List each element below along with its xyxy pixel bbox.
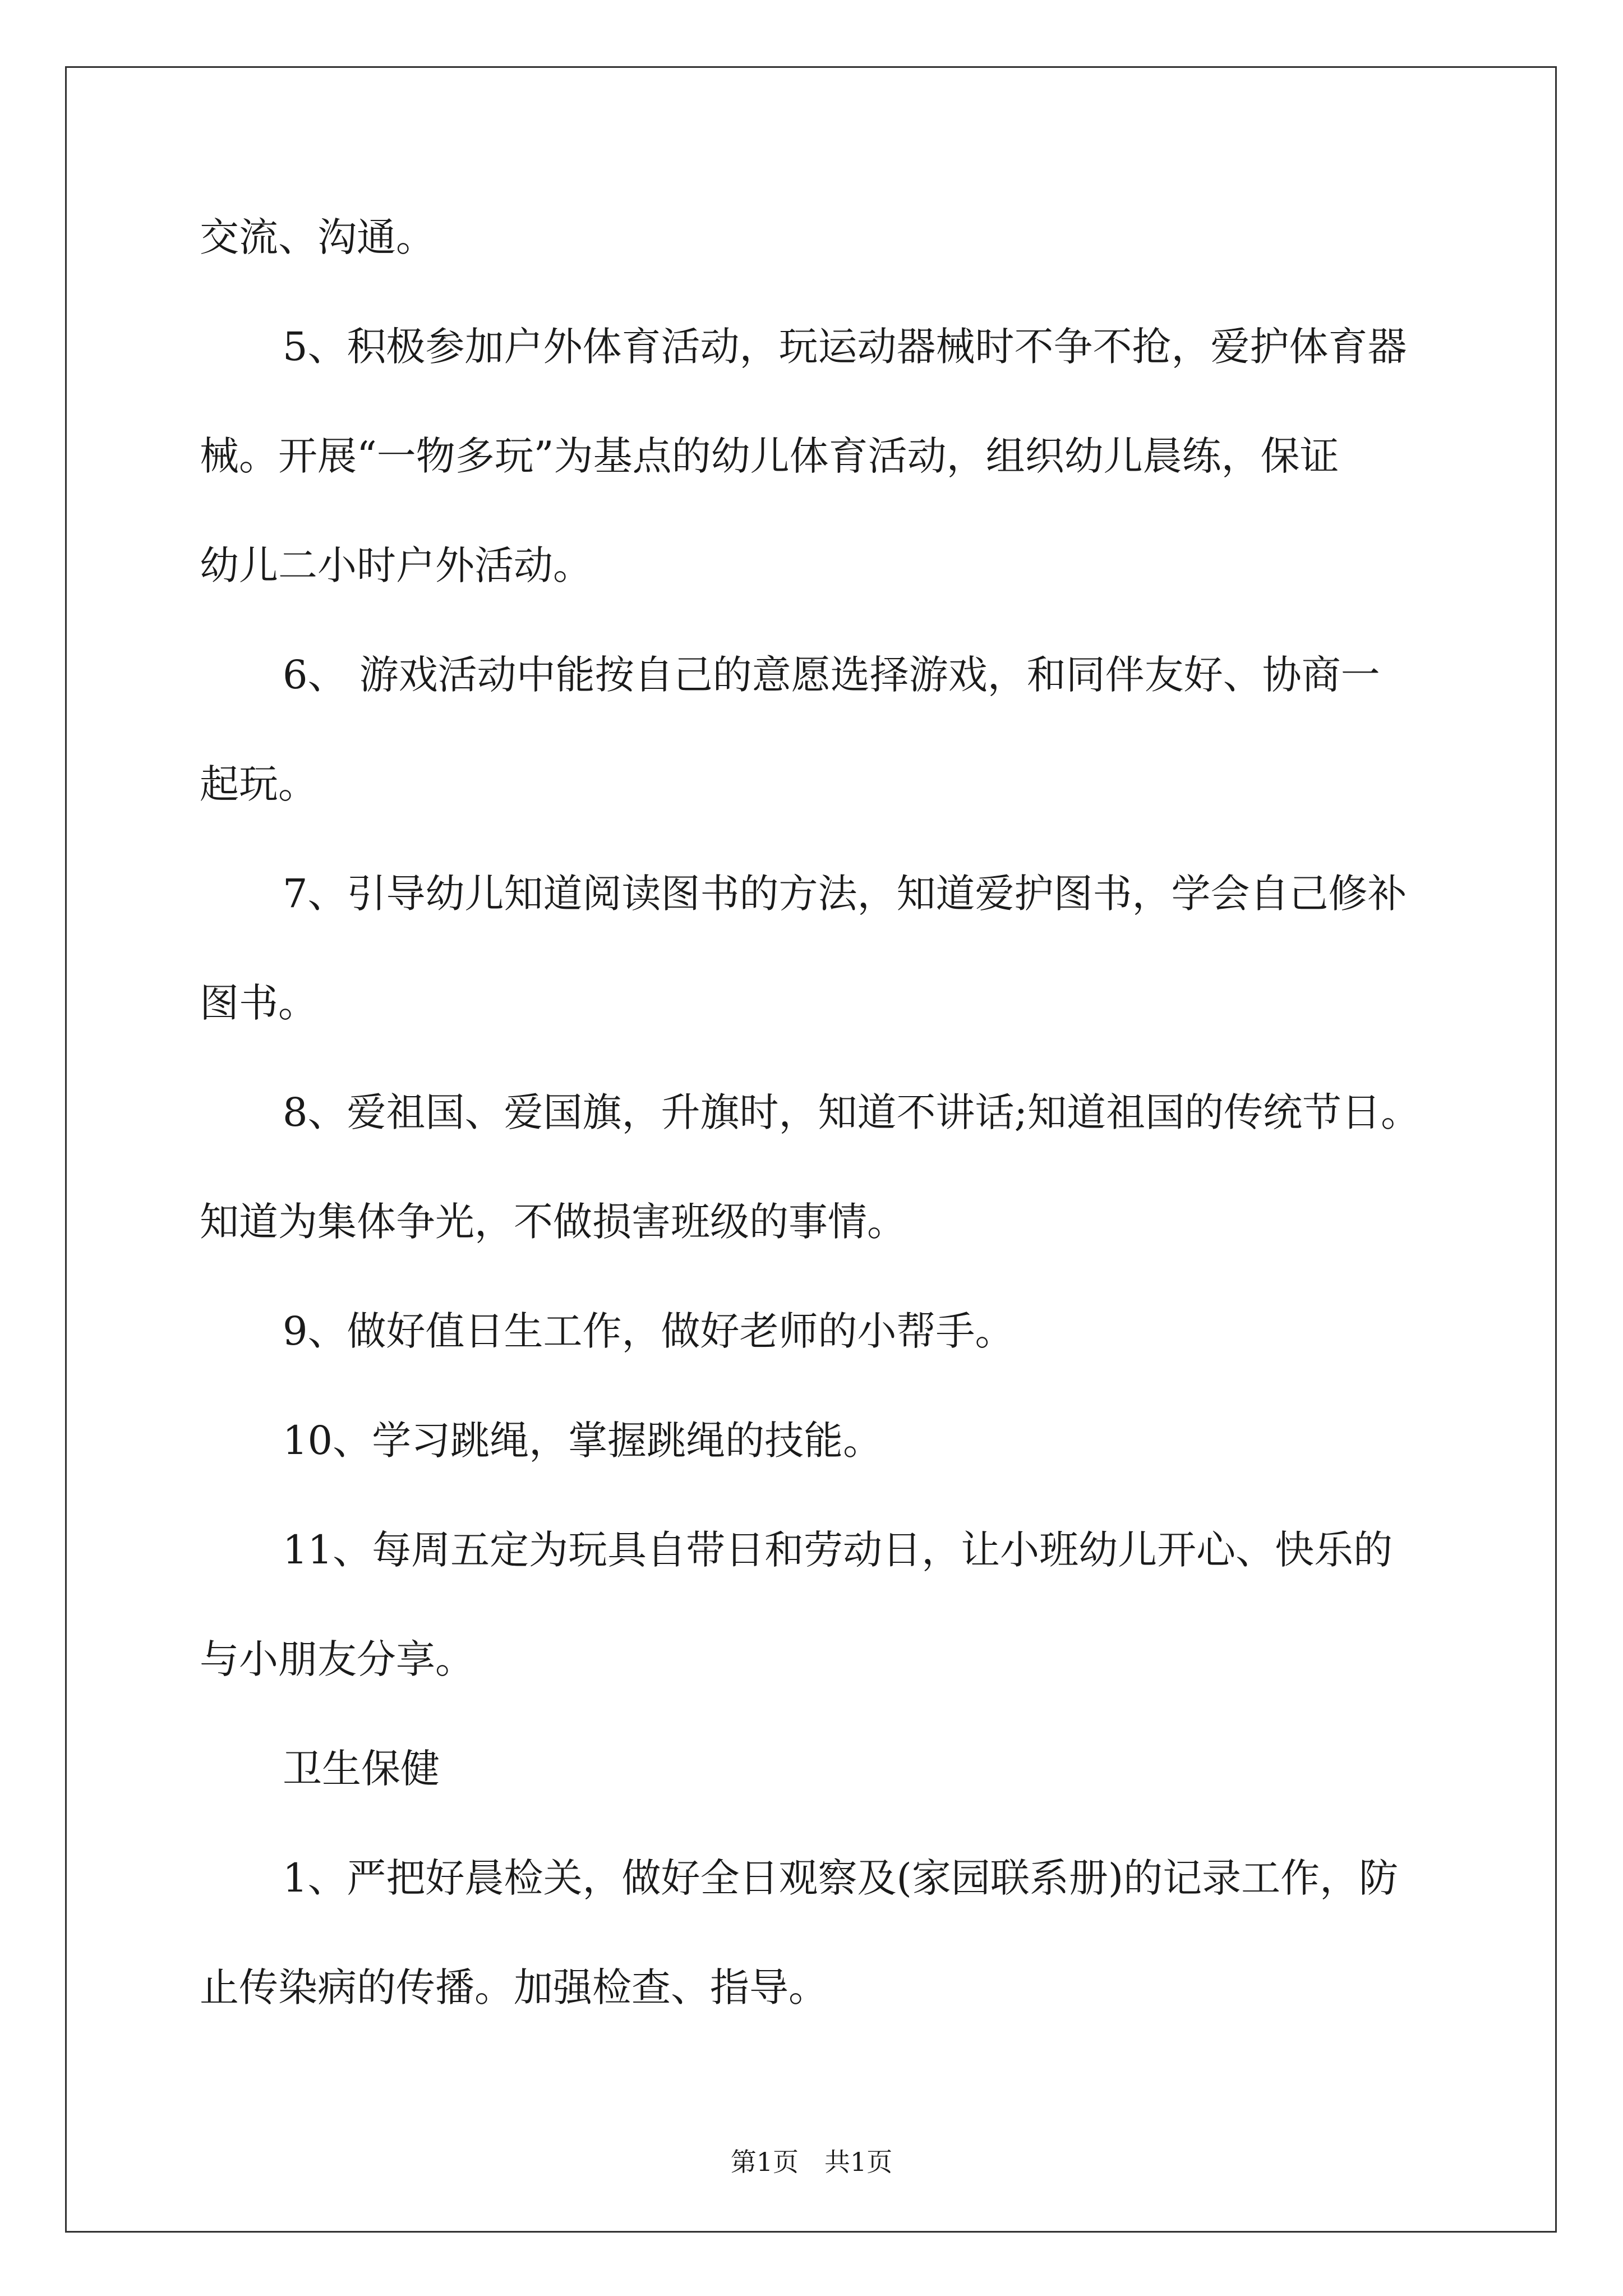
text-line: 9、做好值日生工作，做好老师的小帮手。: [283, 1308, 1015, 1354]
text-line: 5、积极参加户外体育活动，玩运动器械时不争不抢，爱护体育器: [283, 324, 1407, 370]
text-line: 止传染病的传播。加强检查、指导。: [200, 1964, 828, 2010]
text-line: 7、引导幼儿知道阅读图书的方法，知道爱护图书，学会自己修补: [283, 871, 1407, 917]
text-line: 6、 游戏活动中能按自己的意愿选择游戏，和同伴友好、协商一: [283, 652, 1380, 698]
text-line: 械。开展“一物多玩”为基点的幼儿体育活动，组织幼儿晨练，保证: [200, 433, 1339, 479]
text-line: 交流、沟通。: [200, 214, 435, 260]
section-heading: 卫生保健: [283, 1746, 440, 1792]
page-footer: 第1页 共1页: [730, 2147, 893, 2177]
page-border: [65, 66, 1557, 2233]
text-line: 知道为集体争光，不做损害班级的事情。: [200, 1199, 906, 1245]
text-line: 幼儿二小时户外活动。: [200, 542, 592, 588]
text-line: 8、爱祖国、爱国旗，升旗时，知道不讲话;知道祖国的传统节日。: [283, 1089, 1421, 1135]
text-line: 起玩。: [200, 761, 317, 807]
text-line: 11、每周五定为玩具自带日和劳动日，让小班幼儿开心、快乐的: [283, 1527, 1393, 1573]
text-line: 10、学习跳绳，掌握跳绳的技能。: [283, 1418, 883, 1464]
text-line: 图书。: [200, 980, 317, 1026]
text-line: 1、严把好晨检关，做好全日观察及(家园联系册)的记录工作，防: [283, 1855, 1399, 1901]
text-line: 与小朋友分享。: [200, 1636, 474, 1682]
